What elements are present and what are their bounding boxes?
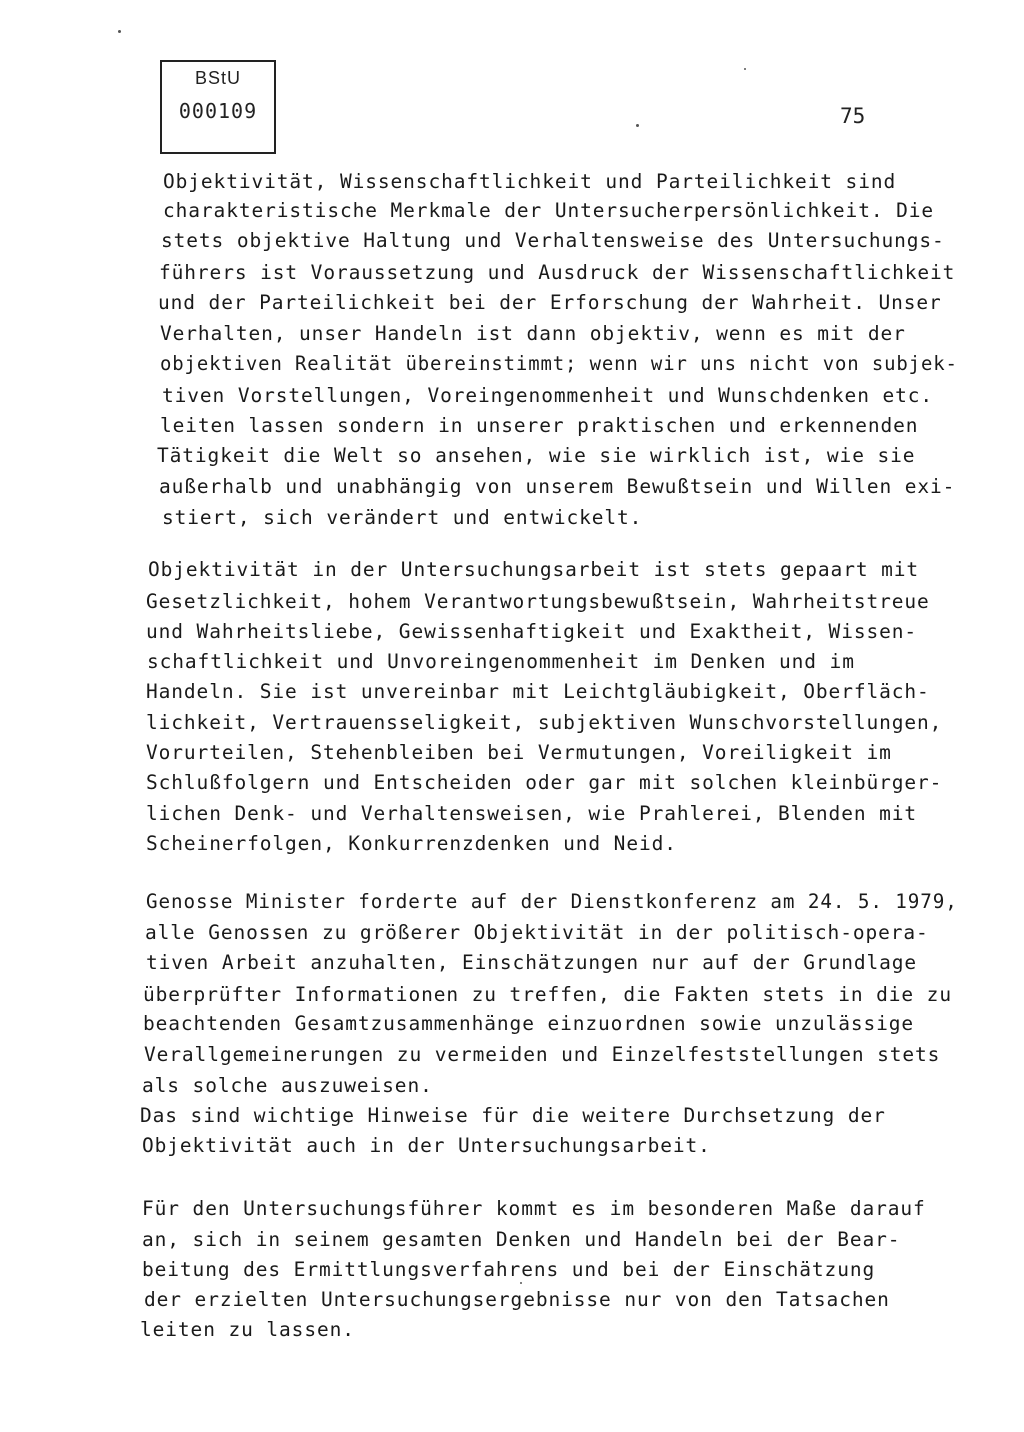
text-line: leiten lassen sondern in unserer praktischen und erkennenden <box>160 414 919 437</box>
text-line: tiven Vorstellungen, Voreingenommenheit und Wunschdenken etc. <box>162 384 934 407</box>
text-line: lichen Denk- und Verhaltensweisen, wie Prahlerei, Blenden mit <box>146 802 918 825</box>
paper-speck <box>520 1282 522 1284</box>
text-line: Objektivität in der Untersuchungsarbeit ist stets gepaart mit <box>148 558 920 581</box>
text-line: Tätigkeit die Welt so ansehen, wie sie wirklich ist, wie sie <box>157 444 916 467</box>
text-line: an, sich in seinem gesamten Denken und Handeln bei der Bear- <box>142 1228 901 1251</box>
text-line: beitung des Ermittlungsverfahrens und bei der Einschätzung <box>142 1258 876 1281</box>
text-line: Verallgemeinerungen zu vermeiden und Einzelfeststellungen stets <box>144 1043 941 1066</box>
stamp-org-label: BStU <box>194 68 241 88</box>
text-line: tiven Arbeit anzuhalten, Einschätzungen nur auf der Grundlage <box>146 951 918 974</box>
text-line: Objektivität auch in der Untersuchungsarbeit. <box>142 1134 711 1157</box>
page-number: 75 <box>840 104 866 128</box>
text-line: Gesetzlichkeit, hohem Verantwortungsbewußtsein, Wahrheitstreue <box>146 590 930 613</box>
text-line: objektiven Realität übereinstimmt; wenn wir uns nicht von subjek- <box>160 352 958 375</box>
text-line: schaftlichkeit und Unvoreingenommenheit im Denken und im <box>147 650 855 673</box>
text-line: leiten zu lassen. <box>140 1318 355 1341</box>
text-line: überprüfter Informationen zu treffen, die Fakten stets in die zu <box>143 983 952 1006</box>
text-line: lichkeit, Vertrauensseligkeit, subjektiven Wunschvorstellungen, <box>146 711 943 734</box>
text-line: Für den Untersuchungsführer kommt es im besonderen Maße darauf <box>142 1197 926 1220</box>
text-line: Scheinerfolgen, Konkurrenzdenken und Neid. <box>146 832 677 855</box>
text-line: alle Genossen zu größerer Objektivität in der politisch-opera- <box>145 921 929 944</box>
text-line: als solche auszuweisen. <box>142 1074 433 1097</box>
text-line: Schlußfolgern und Entscheiden oder gar mit solchen kleinbürger- <box>146 771 943 794</box>
text-line: Genosse Minister forderte auf der Dienstkonferenz am 24. 5. 1979, <box>146 890 958 913</box>
paper-speck <box>118 30 121 33</box>
text-line: stiert, sich verändert und entwickelt. <box>162 506 643 529</box>
text-line: und Wahrheitsliebe, Gewissenhaftigkeit und Exaktheit, Wissen- <box>146 620 918 643</box>
text-line: Handeln. Sie ist unvereinbar mit Leichtgläubigkeit, Oberfläch- <box>146 680 930 703</box>
paper-speck <box>744 68 746 70</box>
stamp-document-number: 000109 <box>178 99 258 123</box>
text-line: charakteristische Merkmale der Untersucherpersönlichkeit. Die <box>163 199 935 222</box>
text-line: Objektivität, Wissenschaftlichkeit und Parteilichkeit sind <box>163 170 897 193</box>
text-line: beachtenden Gesamtzusammenhänge einzuordnen sowie unzulässige <box>143 1012 915 1035</box>
text-line: Vorurteilen, Stehenbleiben bei Vermutungen, Voreiligkeit im <box>146 741 892 764</box>
text-line: führers ist Voraussetzung und Ausdruck der Wissenschaftlichkeit <box>159 261 956 284</box>
text-line: der erzielten Untersuchungsergebnisse nur von den Tatsachen <box>144 1288 890 1311</box>
text-line: außerhalb und unabhängig von unserem Bewußtsein und Willen exi- <box>159 475 956 498</box>
text-line: stets objektive Haltung und Verhaltensweise des Untersuchungs- <box>161 229 945 252</box>
text-line: Verhalten, unser Handeln ist dann objektiv, wenn es mit der <box>160 322 906 345</box>
text-line: Das sind wichtige Hinweise für die weitere Durchsetzung der <box>140 1104 886 1127</box>
text-line: und der Parteilichkeit bei der Erforschung der Wahrheit. Unser <box>158 291 942 314</box>
archive-stamp <box>160 60 276 154</box>
paper-speck <box>636 124 639 127</box>
